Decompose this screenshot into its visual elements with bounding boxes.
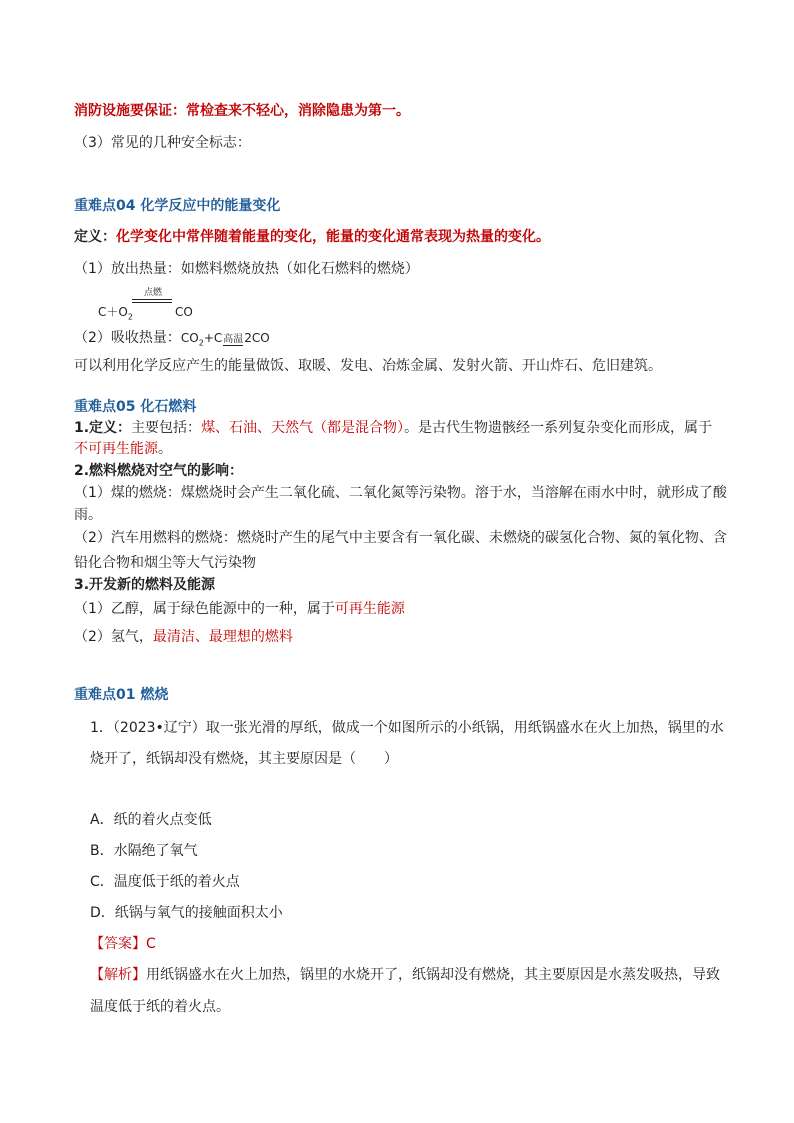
section-04-definition xyxy=(74,227,550,247)
option-a: A．纸的着火点变低 xyxy=(90,812,212,828)
reaction-1-condition: 点燃 xyxy=(144,288,163,298)
answer-line xyxy=(90,934,156,954)
ethanol-line xyxy=(74,599,405,619)
reaction-1-reactants xyxy=(98,304,133,325)
reaction-2-subscript: 2 xyxy=(198,338,204,348)
safety-signs-line: （3）常见的几种安全标志： xyxy=(74,135,251,151)
analysis-line-2: 温度低于纸的着火点。 xyxy=(90,999,230,1015)
section-04-title: 重难点04 化学反应中的能量变化 xyxy=(74,198,281,214)
hydrogen-text: （2）氢气， xyxy=(74,629,153,645)
reaction-1-subscript: 2 xyxy=(127,312,133,322)
reaction-c-o2 xyxy=(98,288,218,322)
fossil-def-text1: 主要包括： xyxy=(131,420,202,436)
reaction-1-product: CO xyxy=(175,305,193,319)
new-energy-title: 3.开发新的燃料及能源 xyxy=(74,577,216,593)
equation-bar-bottom xyxy=(132,302,172,303)
option-c: C．温度低于纸的着火点 xyxy=(90,874,240,890)
absorb-heat-prefix: （2）吸收热量： xyxy=(74,330,181,346)
reaction-1-left: C＋O xyxy=(98,305,128,319)
section-01-title: 重难点01 燃烧 xyxy=(74,687,169,703)
equation-bar-top xyxy=(132,299,172,300)
coal-line-1: （1）煤的燃烧：煤燃烧时会产生二氧化硫、二氧化氮等污染物。溶于水，当溶解在雨水中时，就形成了酸 xyxy=(74,485,727,501)
fossil-def-text2: 。是古代生物遗骸经一系列复杂变化而形成，属于 xyxy=(404,420,713,436)
car-line-2: 铅化合物和烟尘等大气污染物 xyxy=(74,555,256,571)
fossil-def-text3: 。 xyxy=(158,441,172,457)
definition-label: 定义： xyxy=(74,229,116,245)
ethanol-text: （1）乙醇，属于绿色能源中的一种，属于 xyxy=(74,601,335,617)
hydrogen-cleanest: 最清洁、最理想的燃料 xyxy=(152,629,293,645)
reaction-2 xyxy=(180,331,270,348)
reaction-2-left: CO xyxy=(180,331,199,345)
fossil-definition-line xyxy=(74,418,712,438)
answer-value: C xyxy=(146,936,156,952)
analysis-line-1 xyxy=(90,965,720,985)
release-heat-item: （1）放出热量：如燃料燃烧放热（如化石燃料的燃烧） xyxy=(74,261,419,277)
analysis-label: 【解析】 xyxy=(90,967,146,983)
option-d: D．纸锅与氧气的接触面积太小 xyxy=(90,905,283,921)
answer-label: 【答案】 xyxy=(90,936,146,952)
fossil-definition-line2 xyxy=(74,439,172,459)
hydrogen-line xyxy=(74,627,293,647)
fossil-def-red1: 煤、石油、天然气（都是混合物） xyxy=(201,420,405,436)
non-renewable-label: 不可再生能源 xyxy=(74,441,158,457)
definition-text: 化学变化中常伴随着能量的变化，能量的变化通常表现为热量的变化。 xyxy=(116,229,550,245)
impact-title: 2.燃料燃烧对空气的影响： xyxy=(74,463,244,479)
section-05-title: 重难点05 化石燃料 xyxy=(74,399,197,415)
fire-safety-line: 消防设施要保证：常检查来不轻心，消除隐患为第一。 xyxy=(74,103,410,119)
fossil-def-label: 1.定义： xyxy=(74,420,132,436)
coal-line-2: 雨。 xyxy=(74,507,102,523)
absorb-heat-item xyxy=(74,328,270,353)
reaction-2-product: 2CO xyxy=(244,331,270,345)
reaction-2-condition: 高温 xyxy=(223,334,244,345)
analysis-text-1: 用纸锅盛水在火上加热，锅里的水烧开了，纸锅却没有燃烧，其主要原因是水蒸发吸热，导致 xyxy=(146,967,720,983)
question-line-1: 1．（2023•辽宁）取一张光滑的厚纸，做成一个如图所示的小纸锅，用纸锅盛水在火上加热，锅里的水 xyxy=(90,720,724,736)
ethanol-renewable: 可再生能源 xyxy=(334,601,405,617)
reaction-2-mid: +C xyxy=(203,331,223,345)
energy-uses-line: 可以利用化学反应产生的能量做饭、取暖、发电、冶炼金属、发射火箭、开山炸石、危旧建筑。 xyxy=(74,358,662,374)
option-b: B．水隔绝了氧气 xyxy=(90,843,198,859)
car-line-1: （2）汽车用燃料的燃烧：燃烧时产生的尾气中主要含有一氧化碳、未燃烧的碳氢化合物、氮的氧化物、含 xyxy=(74,530,727,546)
question-line-2: 烧开了，纸锅却没有燃烧，其主要原因是（ ） xyxy=(90,751,398,767)
